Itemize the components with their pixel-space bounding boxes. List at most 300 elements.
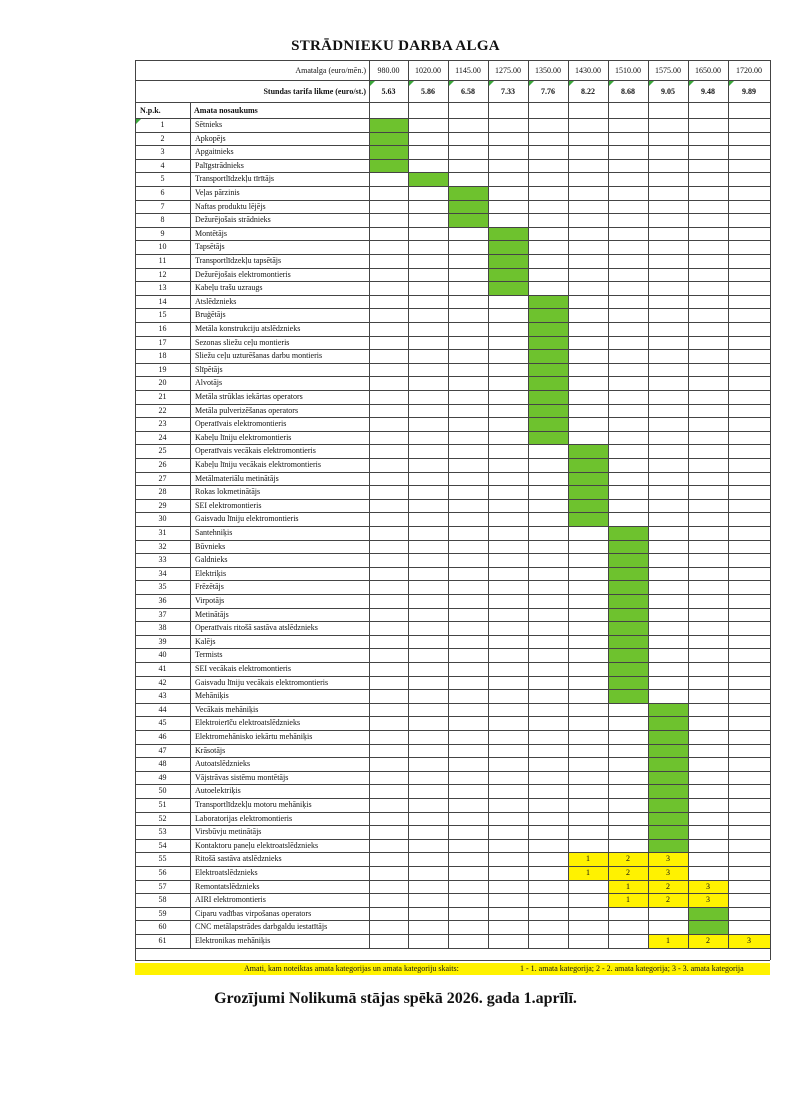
job-title: Metāla konstrukciju atslēdznieks xyxy=(195,324,301,333)
salary-value: 1350.00 xyxy=(535,66,561,75)
grid-line xyxy=(135,920,770,921)
grid-line xyxy=(135,948,770,949)
job-title: Santehniķis xyxy=(195,528,233,537)
grid-line xyxy=(488,60,489,948)
job-title: Slīpētājs xyxy=(195,364,223,374)
job-title: Metālmateriālu metinātājs xyxy=(195,473,279,483)
grid-line xyxy=(135,512,770,513)
green-cell xyxy=(369,145,408,159)
grid-line xyxy=(135,635,770,636)
row-number: 18 xyxy=(158,351,167,361)
job-title: Virpotājs xyxy=(195,596,225,605)
page-title: STRĀDNIEKU DARBA ALGA xyxy=(291,38,500,54)
row-number: 5 xyxy=(160,174,165,184)
green-cell xyxy=(528,349,568,363)
green-cell xyxy=(648,771,688,785)
job-title: Veļas pārzinis xyxy=(195,188,240,197)
green-cell xyxy=(488,240,528,254)
grid-line xyxy=(408,60,409,948)
green-cell xyxy=(648,703,688,717)
category-cell: 1 xyxy=(568,866,608,880)
grid-line xyxy=(135,662,770,663)
grid-line xyxy=(135,553,770,554)
row-number: 54 xyxy=(158,840,167,850)
grid-line xyxy=(135,866,770,867)
job-title: Autoatslēdznieks xyxy=(195,759,251,769)
green-cell xyxy=(608,635,648,649)
job-title: Montētājs xyxy=(195,228,227,238)
job-title: Metāla pulverizēšanas operators xyxy=(195,405,299,415)
row-number: 36 xyxy=(158,596,167,605)
job-title: Operatīvais elektromontieris xyxy=(195,419,287,429)
grid-line xyxy=(135,444,770,445)
grid-line xyxy=(135,703,770,704)
row-number: 15 xyxy=(158,310,167,320)
grid-line xyxy=(135,689,770,690)
rate-value: 8.22 xyxy=(581,87,595,96)
row-number: 14 xyxy=(158,296,167,306)
job-title: Virsbūvju metinātājs xyxy=(195,827,262,837)
green-cell xyxy=(448,186,488,200)
grid-line xyxy=(369,60,370,948)
row-number: 1 xyxy=(160,120,165,129)
green-cell xyxy=(608,608,648,622)
row-number: 11 xyxy=(158,256,167,265)
job-title: Sliežu ceļu uzturēšanas darbu montieris xyxy=(195,351,323,361)
row-number: 20 xyxy=(158,378,167,388)
row-number: 17 xyxy=(158,337,167,347)
row-number: 28 xyxy=(158,487,167,497)
grid-line xyxy=(135,852,770,853)
rate-value: 5.63 xyxy=(381,87,396,96)
legend-left: Amati, kam noteiktas amata kategorijas un amata kategoriju skaits: xyxy=(244,964,459,973)
rate-value: 9.05 xyxy=(661,87,675,96)
grid-line xyxy=(135,172,770,173)
row-number: 38 xyxy=(158,623,167,633)
grid-line xyxy=(190,102,191,948)
row-number: 7 xyxy=(160,201,165,211)
job-title: Bruģētājs xyxy=(195,310,226,320)
green-cell xyxy=(608,621,648,635)
row-number: 41 xyxy=(158,664,167,673)
job-title: Laboratorijas elektromontieris xyxy=(195,813,293,823)
green-cell xyxy=(688,907,728,921)
job-title: Gaisvadu līniju vecākais elektromontieris xyxy=(195,677,329,687)
grid-line xyxy=(135,60,770,61)
grid-line xyxy=(135,417,770,418)
category-cell: 2 xyxy=(688,934,728,948)
row-number: 58 xyxy=(158,895,167,905)
row-number: 53 xyxy=(158,827,167,837)
job-title: Palīgstrādnieks xyxy=(195,160,244,170)
grid-line xyxy=(135,132,770,133)
job-title: Būvnieks xyxy=(195,541,226,551)
green-cell xyxy=(528,336,568,350)
category-cell: 3 xyxy=(688,893,728,907)
grid-line xyxy=(135,608,770,609)
job-title: Elektromehānisko iekārtu mehāniķis xyxy=(195,732,313,741)
grid-line xyxy=(135,825,770,826)
grid-line xyxy=(135,308,770,309)
category-cell: 2 xyxy=(648,880,688,894)
row-number: 46 xyxy=(158,732,167,741)
green-cell xyxy=(528,295,568,309)
grid-line xyxy=(728,60,729,948)
row-number: 61 xyxy=(158,936,167,945)
row-number: 23 xyxy=(158,419,167,429)
green-cell xyxy=(608,540,648,554)
header-marker xyxy=(370,81,375,86)
row-number: 43 xyxy=(158,691,167,701)
green-cell xyxy=(568,444,608,458)
grid-line xyxy=(568,60,569,948)
job-title: Transportlīdzekļu tapsētājs xyxy=(195,256,282,265)
green-cell xyxy=(648,744,688,758)
job-title: Vājstrāvas sistēmu montētājs xyxy=(195,772,289,782)
row-number: 21 xyxy=(158,392,167,401)
grid-line xyxy=(135,376,770,377)
green-cell xyxy=(568,485,608,499)
grid-line xyxy=(135,960,770,961)
salary-value: 1275.00 xyxy=(495,66,521,75)
grid-line xyxy=(135,730,770,731)
job-title: Atslēdznieks xyxy=(195,296,237,306)
grid-line xyxy=(135,227,770,228)
salary-value: 1650.00 xyxy=(695,66,721,75)
job-title: Ciparu vadības virpošanas operators xyxy=(195,908,312,918)
row-number: 60 xyxy=(158,922,167,932)
job-title: Sezonas sliežu ceļu montieris xyxy=(195,337,290,347)
job-title: Alvotājs xyxy=(195,378,223,388)
row-number: 37 xyxy=(158,609,167,619)
row-number: 51 xyxy=(158,800,167,809)
green-cell xyxy=(608,580,648,594)
job-title: Autoelektriķis xyxy=(195,786,241,796)
grid-line xyxy=(448,60,449,948)
grid-line xyxy=(135,676,770,677)
row-number: 29 xyxy=(158,500,167,510)
row-number: 33 xyxy=(158,555,167,565)
green-cell xyxy=(369,118,408,132)
job-title: Sētnieks xyxy=(195,120,223,129)
row-number: 48 xyxy=(158,759,167,769)
row-number: 35 xyxy=(158,582,167,592)
salary-value: 1145.00 xyxy=(455,66,481,75)
grid-line xyxy=(135,145,770,146)
job-title: Frēzētājs xyxy=(195,582,224,592)
grid-line xyxy=(135,404,770,405)
salary-value: 980.00 xyxy=(377,66,400,75)
row-number: 59 xyxy=(158,908,167,918)
row-number: 34 xyxy=(158,568,167,578)
green-cell xyxy=(408,172,448,186)
green-cell xyxy=(488,254,528,268)
green-cell xyxy=(568,472,608,486)
header-marker xyxy=(649,81,654,86)
rate-value: 9.89 xyxy=(742,87,756,96)
grid-line xyxy=(135,102,770,103)
job-title: Gaisvadu līniju elektromontieris xyxy=(195,514,299,524)
job-title: Apkopējs xyxy=(195,133,226,143)
grid-line xyxy=(688,60,689,948)
job-title: AIRI elektromontieris xyxy=(195,895,266,905)
grid-line xyxy=(135,880,770,881)
green-cell xyxy=(528,376,568,390)
green-cell xyxy=(608,567,648,581)
job-title: Dežurējošais strādnieks xyxy=(195,215,271,225)
row-number: 2 xyxy=(160,133,165,143)
header-marker xyxy=(689,81,694,86)
green-cell xyxy=(648,757,688,771)
green-cell xyxy=(648,730,688,744)
row-number: 49 xyxy=(158,772,167,782)
green-cell xyxy=(608,648,648,662)
grid-line xyxy=(135,485,770,486)
grid-line xyxy=(135,648,770,649)
grid-line xyxy=(135,716,770,717)
row-number: 42 xyxy=(158,677,167,687)
job-title: Vecākais mehāniķis xyxy=(195,704,259,714)
job-title: Kalējs xyxy=(195,636,216,646)
row-number: 22 xyxy=(158,405,167,415)
grid-line xyxy=(135,295,770,296)
grid-line xyxy=(528,60,529,948)
green-cell xyxy=(648,716,688,730)
header-marker xyxy=(609,81,614,86)
category-cell: 1 xyxy=(608,880,648,894)
job-title: Krāsotājs xyxy=(195,745,226,755)
green-cell xyxy=(688,920,728,934)
grid-line xyxy=(135,458,770,459)
grid-line xyxy=(135,60,136,960)
job-title: Operatīvais ritošā sastāva atslēdznieks xyxy=(195,623,318,633)
job-title: Remontatslēdznieks xyxy=(195,881,260,891)
category-cell: 3 xyxy=(728,934,770,948)
row-number: 16 xyxy=(158,324,167,333)
grid-line xyxy=(135,744,770,745)
job-title: Kabeļu līniju elektromontieris xyxy=(195,432,292,442)
green-cell xyxy=(608,594,648,608)
row-number: 6 xyxy=(160,188,165,197)
row-number: 9 xyxy=(160,228,165,238)
salary-value: 1020.00 xyxy=(415,66,441,75)
job-title: Elektroatslēdznieks xyxy=(195,868,258,877)
salary-value: 1720.00 xyxy=(736,66,762,75)
header-marker xyxy=(449,81,454,86)
green-cell xyxy=(608,689,648,703)
grid-line xyxy=(135,580,770,581)
grid-line xyxy=(135,240,770,241)
salary-value: 1430.00 xyxy=(575,66,601,75)
grid-line xyxy=(135,159,770,160)
grid-line xyxy=(135,281,770,282)
job-title: CNC metālapstrādes darbgaldu iestatītājs xyxy=(195,922,328,932)
row-number: 26 xyxy=(158,460,167,469)
green-cell xyxy=(528,417,568,431)
grid-line xyxy=(135,336,770,337)
category-cell: 3 xyxy=(648,852,688,866)
green-cell xyxy=(608,676,648,690)
job-title: Kabeļu līniju vecākais elektromontieris xyxy=(195,460,321,469)
row-number: 10 xyxy=(158,242,167,252)
grid-line xyxy=(135,839,770,840)
salary-label: Amatalga (euro/mēn.) xyxy=(295,66,366,75)
salary-value: 1575.00 xyxy=(655,66,681,75)
job-title: Kabeļu trašu uzraugs xyxy=(195,283,263,293)
header-marker xyxy=(529,81,534,86)
row-number: 57 xyxy=(158,881,167,891)
grid-line xyxy=(135,812,770,813)
grid-line xyxy=(135,186,770,187)
row-number: 4 xyxy=(160,160,165,170)
green-cell xyxy=(528,390,568,404)
row-number: 52 xyxy=(158,813,167,823)
green-cell xyxy=(369,159,408,173)
grid-line xyxy=(135,594,770,595)
green-cell xyxy=(648,839,688,853)
grid-line xyxy=(135,472,770,473)
job-title: Operatīvais vecākais elektromontieris xyxy=(195,446,316,456)
grid-line xyxy=(135,893,770,894)
grid-line xyxy=(135,118,770,119)
job-title: Naftas produktu lējējs xyxy=(195,201,266,211)
grid-line xyxy=(135,80,770,81)
col-num-header: N.p.k. xyxy=(140,106,161,115)
green-cell xyxy=(568,458,608,472)
grid-line xyxy=(608,60,609,948)
row-number: 47 xyxy=(158,745,167,755)
green-cell xyxy=(648,825,688,839)
job-title: Ritošā sastāva atslēdznieks xyxy=(195,854,282,864)
green-cell xyxy=(608,662,648,676)
grid-line xyxy=(135,907,770,908)
row-number: 55 xyxy=(158,854,167,864)
row-number: 50 xyxy=(158,786,167,796)
category-cell: 2 xyxy=(608,866,648,880)
col-name-header: Amata nosaukums xyxy=(194,106,258,115)
green-cell xyxy=(568,512,608,526)
job-title: Dežurējošais elektromontieris xyxy=(195,269,291,279)
green-cell xyxy=(448,200,488,214)
job-title: Elektronikas mehāniķis xyxy=(195,936,271,945)
grid-line xyxy=(135,363,770,364)
green-cell xyxy=(648,812,688,826)
row-number: 19 xyxy=(158,364,167,374)
green-cell xyxy=(608,526,648,540)
job-title: Transportlīdzekļu tīrītājs xyxy=(195,174,275,184)
job-title: SEI elektromontieris xyxy=(195,500,262,510)
green-cell xyxy=(369,132,408,146)
row-number: 8 xyxy=(160,215,165,225)
rate-value: 8.68 xyxy=(621,87,635,96)
grid-line xyxy=(135,771,770,772)
green-cell xyxy=(488,268,528,282)
green-cell xyxy=(528,404,568,418)
job-title: Elektriķis xyxy=(195,568,227,578)
rate-value: 9.48 xyxy=(701,87,715,96)
job-title: Galdnieks xyxy=(195,555,228,565)
green-cell xyxy=(528,431,568,445)
row-number: 56 xyxy=(158,868,167,877)
row-number: 24 xyxy=(158,432,167,442)
header-marker xyxy=(569,81,574,86)
row-number: 12 xyxy=(158,269,167,279)
salary-value: 1510.00 xyxy=(615,66,641,75)
footer-note: Grozījumi Nolikumā stājas spēkā 2026. gada 1.aprīlī. xyxy=(214,990,577,1007)
rate-value: 5.86 xyxy=(421,87,435,96)
job-title: Elektroierīču elektroatslēdznieks xyxy=(195,718,301,728)
job-title: Metāla strūklas iekārtas operators xyxy=(195,392,303,401)
green-cell xyxy=(608,553,648,567)
row-number: 45 xyxy=(158,718,167,728)
grid-line xyxy=(135,390,770,391)
row-number: 31 xyxy=(158,528,167,537)
job-title: Metinātājs xyxy=(195,609,229,619)
grid-line xyxy=(135,268,770,269)
job-title: Apgaitnieks xyxy=(195,147,234,157)
grid-line xyxy=(135,784,770,785)
category-cell: 2 xyxy=(648,893,688,907)
rate-label: Stundas tarifa likme (euro/st.) xyxy=(263,87,366,96)
legend-right: 1 - 1. amata kategorija; 2 - 2. amata kategorija; 3 - 3. amata kategorija xyxy=(520,964,744,973)
job-title: Kontaktoru paneļu elektroatslēdznieks xyxy=(195,840,319,850)
job-title: Transportlīdzekļu motoru mehāniķis xyxy=(195,800,312,809)
category-cell: 1 xyxy=(568,852,608,866)
row-number: 3 xyxy=(160,147,165,157)
grid-line xyxy=(135,526,770,527)
rate-value: 6.58 xyxy=(461,87,475,96)
green-cell xyxy=(448,213,488,227)
rate-value: 7.76 xyxy=(541,87,555,96)
grid-line xyxy=(135,934,770,935)
grid-line xyxy=(135,567,770,568)
grid-line xyxy=(135,621,770,622)
green-cell xyxy=(528,363,568,377)
row-number: 27 xyxy=(158,473,167,483)
grid-line xyxy=(135,349,770,350)
row-number: 39 xyxy=(158,636,167,646)
header-marker xyxy=(729,81,734,86)
green-cell xyxy=(528,308,568,322)
grid-line xyxy=(135,254,770,255)
grid-line xyxy=(648,60,649,948)
header-marker xyxy=(409,81,414,86)
grid-line xyxy=(135,431,770,432)
grid-line xyxy=(135,200,770,201)
row-number: 44 xyxy=(158,704,167,714)
job-title: Tapsētājs xyxy=(195,242,225,252)
grid-line xyxy=(135,798,770,799)
green-cell xyxy=(528,322,568,336)
grid-line xyxy=(135,322,770,323)
category-cell: 1 xyxy=(608,893,648,907)
grid-line xyxy=(135,499,770,500)
job-title: Rokas lokmetinātājs xyxy=(195,487,261,497)
green-cell xyxy=(488,227,528,241)
green-cell xyxy=(648,784,688,798)
row-number: 25 xyxy=(158,446,167,456)
category-cell: 3 xyxy=(688,880,728,894)
green-cell xyxy=(648,798,688,812)
job-title: Termists xyxy=(195,650,223,660)
job-title: Mehāniķis xyxy=(195,691,229,701)
category-cell: 2 xyxy=(608,852,648,866)
green-cell xyxy=(568,499,608,513)
category-cell: 3 xyxy=(648,866,688,880)
row-number: 32 xyxy=(158,541,167,551)
row-number: 30 xyxy=(158,514,167,524)
grid-line xyxy=(135,540,770,541)
